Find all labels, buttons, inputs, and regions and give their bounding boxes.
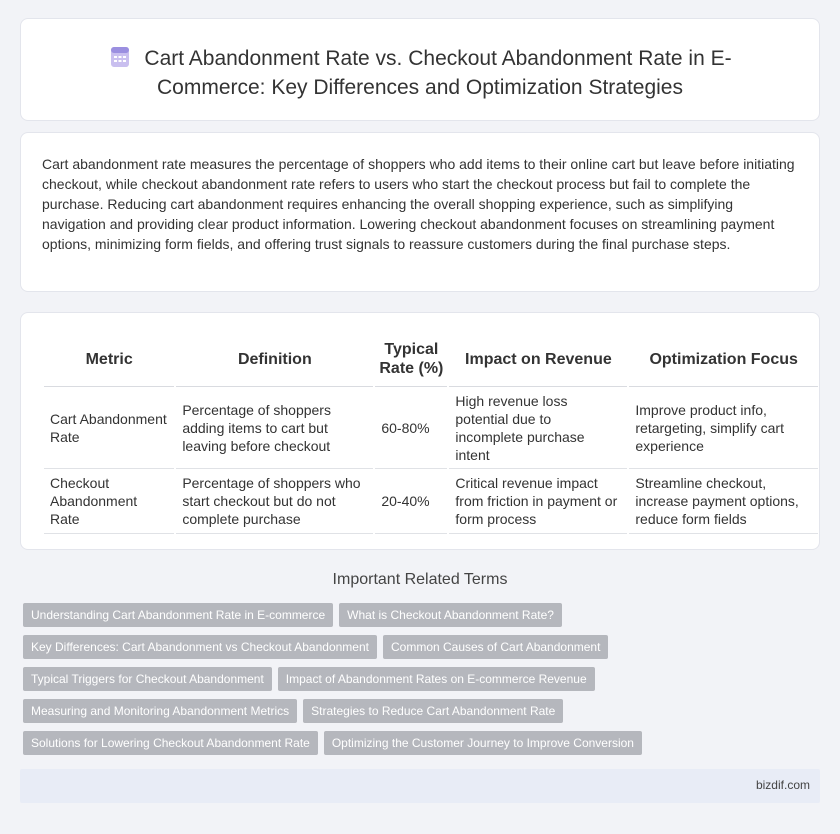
cell-definition: Percentage of shoppers who start checkout but do not complete purchase — [176, 469, 373, 534]
header-typical-rate: Typical Rate (%) — [375, 332, 447, 387]
related-terms-list — [23, 603, 823, 763]
related-terms-title: Important Related Terms — [332, 571, 508, 588]
related-term-tag[interactable]: Typical Triggers for Checkout Abandonment — [23, 667, 272, 691]
table-row — [44, 469, 818, 534]
related-term-tag[interactable]: Impact of Abandonment Rates on E-commerce Revenue — [278, 667, 595, 691]
cell-impact: Critical revenue impact from friction in payment or form process — [449, 469, 627, 534]
cell-optimization: Streamline checkout, increase payment options, reduce form fields — [629, 469, 818, 534]
header-optimization: Optimization Focus — [629, 332, 818, 387]
cell-metric: Cart Abandonment Rate — [44, 387, 174, 469]
cell-rate: 20-40% — [375, 469, 447, 534]
intro-paragraph: Cart abandonment rate measures the percentage of shoppers who add items to their online cart but leave before initiating checkout, while checkout abandonment rate refers to users who start the checkout process but fail to complete the purchase. Reducing cart abandonment requires enhancing the overall shopping experience, such as simplifying navigation and providing clear product information. Lowering checkout abandonment focuses on streamlining payment options, minimizing form fields, and offering trust signals to reassure customers during the final purchase steps. — [42, 156, 795, 252]
table-row — [44, 387, 818, 469]
document-icon — [108, 45, 132, 69]
cell-metric: Checkout Abandonment Rate — [44, 469, 174, 534]
cell-definition: Percentage of shoppers adding items to cart but leaving before checkout — [176, 387, 373, 469]
related-term-tag[interactable]: Key Differences: Cart Abandonment vs Checkout Abandonment — [23, 635, 377, 659]
title-card — [20, 18, 820, 121]
footer — [20, 769, 820, 803]
related-term-tag[interactable]: Strategies to Reduce Cart Abandonment Rate — [303, 699, 563, 723]
comparison-table-card — [20, 312, 820, 550]
comparison-table — [42, 332, 820, 534]
footer-site-link[interactable]: bizdif.com — [755, 778, 810, 792]
cell-impact: High revenue loss potential due to incomplete purchase intent — [449, 387, 627, 469]
page-title — [21, 44, 819, 102]
header-impact: Impact on Revenue — [449, 332, 627, 387]
related-term-tag[interactable]: Common Causes of Cart Abandonment — [383, 635, 608, 659]
header-definition: Definition — [176, 332, 373, 387]
intro-card — [20, 132, 820, 292]
related-term-tag[interactable]: Measuring and Monitoring Abandonment Metrics — [23, 699, 297, 723]
table-header-row — [44, 332, 818, 387]
title-text: Cart Abandonment Rate vs. Checkout Abandonment Rate in E-Commerce: Key Differences and Optimization Strategies — [144, 47, 732, 99]
related-term-tag[interactable]: What is Checkout Abandonment Rate? — [339, 603, 562, 627]
related-term-tag[interactable]: Optimizing the Customer Journey to Improve Conversion — [324, 731, 642, 755]
cell-optimization: Improve product info, retargeting, simplify cart experience — [629, 387, 818, 469]
cell-rate: 60-80% — [375, 387, 447, 469]
related-term-tag[interactable]: Solutions for Lowering Checkout Abandonment Rate — [23, 731, 318, 755]
header-metric: Metric — [44, 332, 174, 387]
related-term-tag[interactable]: Understanding Cart Abandonment Rate in E-commerce — [23, 603, 333, 627]
